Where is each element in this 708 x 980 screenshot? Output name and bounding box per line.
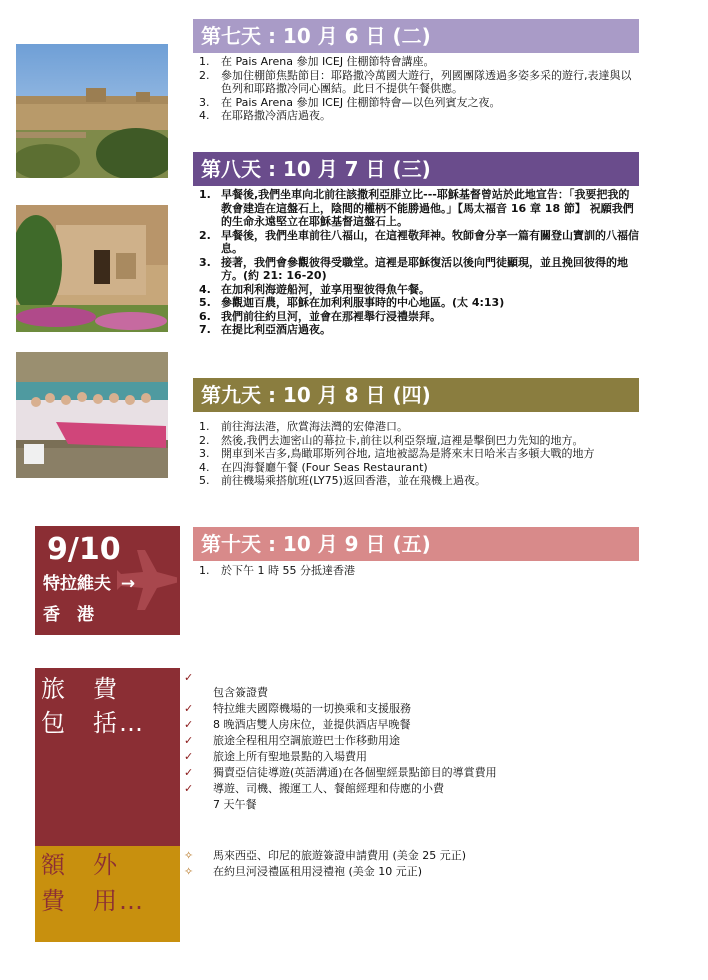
arrow-icon: → [120,574,136,594]
list-item: ✓ 導遊、司機、搬運工人、餐館經理和侍應的小費 [184,782,444,795]
list-item: 1. 前往海法港，欣賞海法灣的宏偉港口。 [199,420,408,433]
list-item: ✧ 在約旦河浸禮區租用浸禮袍 (美金 10 元正) [184,865,423,878]
check-icon: ✓ [184,702,194,715]
destination-city: 香 港 [43,605,94,625]
day9-list [193,420,639,488]
list-item: ✓ 旅途全程租用空調旅遊巴士作移動用途 [184,734,400,747]
jerusalem-wall-photo [16,44,168,178]
included-box [35,668,180,846]
list-item: 7 天午餐 [213,798,257,811]
flight-date: 9/10 [47,532,121,567]
list-item: 1. 在 Pais Arena 參加 ICEJ 住棚節特會講座。 [199,55,435,68]
check-icon: ✓ [184,718,194,731]
flight-box [35,526,180,635]
list-item: 2. 早餐後，我們坐車前往八福山，在這裡敬拜神。牧師會分享一篇有關登山寶訓的八福信息。 [199,228,639,255]
diamond-bullet-icon: ✧ [184,849,194,862]
extra-box [35,846,180,942]
list-item: 4. 在四海餐廳午餐 (Four Seas Restaurant) [199,460,428,474]
origin-city: 特拉維夫 [43,574,111,594]
list-item: 3. 接著，我們會參觀彼得受職堂。這裡是耶穌復活以後向門徒顯現，並且挽回彼得的地方。(約 21: 16-20) [199,255,628,282]
list-item: 2. 然後,我們去迦密山的幕拉卡,前往以利亞祭壇,這裡是擊倒巴力先知的地方。 [199,433,584,447]
included-list [184,670,497,813]
list-item: 2. 參加住棚節焦點節目：耶路撒冷萬國大遊行，列國團隊透過多姿多采的遊行,表達與以色列和耶路撒冷同心團結。此日不提供午餐供應。 [199,68,632,95]
day8-header: 第八天 : 10 月 7 日 (三) [193,152,639,186]
list-item: ✓ 8 晚酒店雙人房床位，並提供酒店早晚餐 [184,718,411,731]
day10-header: 第十天 : 10 月 9 日 (五) [193,527,639,561]
list-item: 5. 參觀迦百農，耶穌在加利利服事時的中心地區。(太 4:13) [199,296,505,309]
flight-route [43,573,135,595]
list-item: ✓ 特拉維夫國際機場的一切換乘和支援服務 [184,702,411,715]
list-item: 3. 在 Pais Arena 參加 ICEJ 住棚節特會—以色列賓友之夜。 [199,95,501,109]
day8-list [193,188,639,337]
list-item: ✓ 獨賣亞信徒導遊(英語溝通)在各個聖經景點節目的導賞費用 [184,766,497,779]
list-item: 3. 開車到米吉多,鳥瞰耶斯列谷地, 這地被認為是將來末日哈米吉多頓大戰的地方 [199,447,595,460]
day7-header: 第七天 : 10 月 6 日 (二) [193,19,639,53]
included-label-line2: 包 括… [41,709,145,737]
included-label-line1: 旅 費 [41,675,119,703]
day7-list [193,55,639,123]
check-icon: ✓ [184,766,194,779]
list-item: ✧ 馬來西亞、印尼的旅遊簽證申請費用 (美金 25 元正) [184,849,467,862]
day9-header: 第九天 : 10 月 8 日 (四) [193,378,639,412]
list-item: 7. 在提比利亞酒店過夜。 [199,323,331,336]
check-icon: ✓ [184,734,194,747]
check-icon: ✓ [184,782,194,795]
list-item: 4. 在耶路撒冷酒店過夜。 [199,109,331,122]
list-item: 包含簽證費 [213,686,268,699]
group-boat-photo [16,352,168,478]
extra-list [184,848,466,880]
extra-label-line1: 額 外 [41,851,119,879]
extra-label-line2: 費 用… [41,887,145,915]
list-item: ✓ 旅途上所有聖地景點的入場費用 [184,750,367,763]
list-item: 5. 前往機場乘搭航班(LY75)返回香港，並在飛機上過夜。 [199,474,486,487]
list-item: 4. 在加利利海遊船河，並享用聖彼得魚午餐。 [199,282,430,296]
list-item: 1. 早餐後,我們坐車向北前往該撒利亞腓立比---耶穌基督曾站於此地宣告：「我要把我的教會建造在這盤石上，陰間的權柄不能勝過他。」【馬太福音 16 章 18 節】 祝願我們的生命永遠堅立在耶穌基督這盤石上。 [199,188,634,228]
check-icon: ✓ [184,671,194,684]
garden-tomb-photo [16,205,168,332]
day10-list [193,564,639,578]
list-item [184,670,497,686]
check-icon: ✓ [184,750,194,763]
diamond-bullet-icon: ✧ [184,865,194,878]
list-item: 6. 我們前往約旦河，並會在那裡舉行浸禮崇拜。 [199,309,441,323]
list-item: 1. 於下午 1 時 55 分抵達香港 [199,564,355,577]
